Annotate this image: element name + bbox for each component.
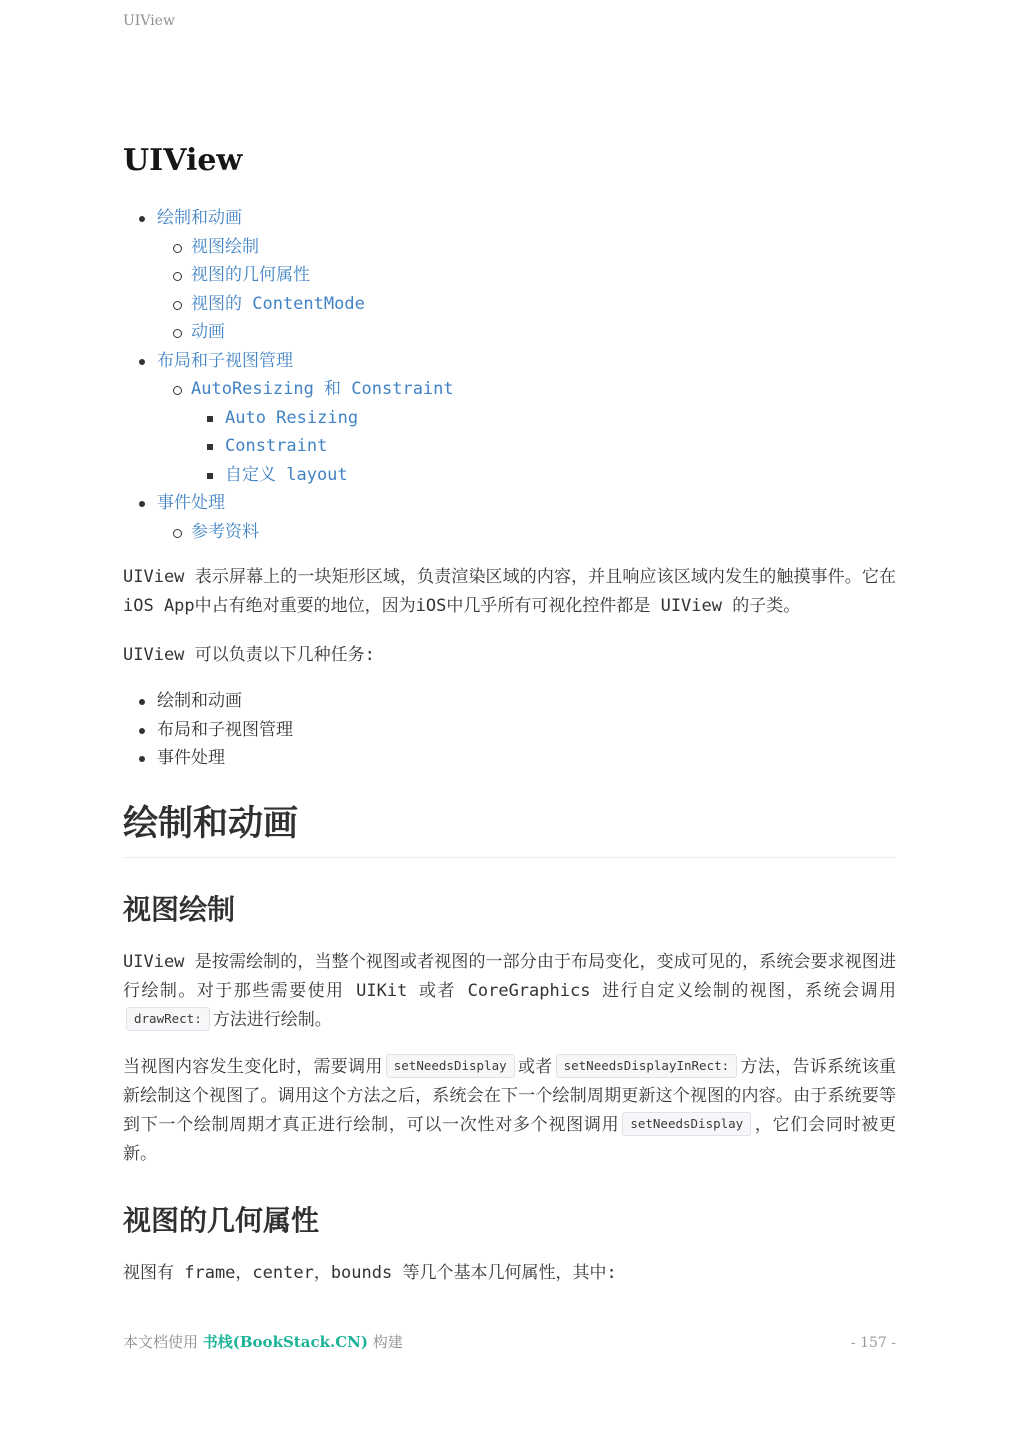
inline-code: setNeedsDisplayInRect: — [556, 1054, 738, 1078]
paragraph-tasks-lead: UIView 可以负责以下几种任务: — [123, 645, 375, 665]
toc-item — [123, 518, 896, 547]
toc-item — [123, 204, 896, 233]
inline-code: setNeedsDisplay — [386, 1054, 515, 1078]
toc-link[interactable]: 自定义 layout — [225, 464, 348, 485]
page-footer — [123, 1331, 896, 1352]
toc-link[interactable]: 视图的几何属性 — [191, 265, 310, 285]
page-title: UIView — [123, 143, 243, 178]
task-item: 事件处理 — [123, 744, 896, 773]
toc-item — [123, 290, 896, 319]
toc-link[interactable]: 布局和子视图管理 — [157, 350, 293, 371]
toc-item — [123, 347, 896, 376]
section-heading-drawing-animation: 绘制和动画 — [123, 802, 896, 858]
paragraph-view-drawing-1: UIView 是按需绘制的，当整个视图或者视图的一部分由于布局变化，变成可见的，系统会要求视图进行绘制。对于那些需要使用 UIKit 或者 CoreGraphics 进行自定义绘制的视图，系统会调用drawRect: 方法进行绘制。 — [123, 951, 896, 1030]
toc-link[interactable]: 参考资料 — [191, 521, 259, 542]
section-heading-geometry: 视图的几何属性 — [123, 1204, 320, 1236]
footer-suffix: 构建 — [367, 1333, 403, 1351]
toc-item — [123, 318, 896, 347]
toc — [123, 204, 896, 546]
section-heading-view-drawing: 视图绘制 — [123, 893, 236, 925]
paragraph-view-drawing-2: 当视图内容发生变化时，需要调用 setNeedsDisplay 或者 setNeedsDisplayInRect: 方法，告诉系统该重新绘制这个视图了。调用这个方法之后，系统会在下一个绘制周期更新这个视图的内容。由于系统要等到下一个绘制周期才真正进行绘制，可以一次性对多个视图调用 setNeedsDisplay ，它们会同时被更新。 — [123, 1053, 896, 1169]
toc-link[interactable]: 视图的 ContentMode — [191, 293, 365, 314]
paragraph-geometry-1: 视图有 frame，center，bounds 等几个基本几何属性，其中: — [123, 1262, 617, 1283]
footer-build-note — [123, 1331, 403, 1352]
inline-code: setNeedsDisplay — [622, 1112, 751, 1136]
inline-code: drawRect: — [126, 1007, 210, 1031]
toc-link[interactable]: 动画 — [191, 322, 225, 342]
toc-link[interactable]: AutoResizing 和 Constraint — [191, 379, 454, 399]
toc-link[interactable]: Auto Resizing — [225, 407, 359, 428]
toc-link[interactable]: 绘制和动画 — [157, 208, 242, 228]
toc-item — [123, 261, 896, 290]
paragraph-intro: UIView 表示屏幕上的一块矩形区域，负责渲染区域的内容，并且响应该区域内发生的触摸事件。它在iOS App中占有绝对重要的地位，因为iOS中几乎所有可视化控件都是 UIView 的子类。 — [123, 567, 896, 616]
toc-item — [123, 404, 896, 433]
footer-prefix: 本文档使用 — [123, 1333, 203, 1351]
page-number: - 157 - — [850, 1335, 896, 1351]
toc-item — [123, 432, 896, 461]
toc-link[interactable]: 事件处理 — [157, 493, 225, 513]
task-list — [123, 687, 896, 773]
task-item: 布局和子视图管理 — [123, 716, 896, 745]
task-item: 绘制和动画 — [123, 687, 896, 716]
toc-link[interactable]: Constraint — [225, 436, 328, 456]
toc-item — [123, 375, 896, 404]
toc-item — [123, 461, 896, 490]
running-header: UIView — [123, 13, 175, 29]
toc-item — [123, 233, 896, 262]
bookstack-brand-link[interactable]: 书栈(BookStack.CN) — [202, 1333, 368, 1351]
toc-link[interactable]: 视图绘制 — [191, 236, 259, 257]
toc-item — [123, 489, 896, 518]
